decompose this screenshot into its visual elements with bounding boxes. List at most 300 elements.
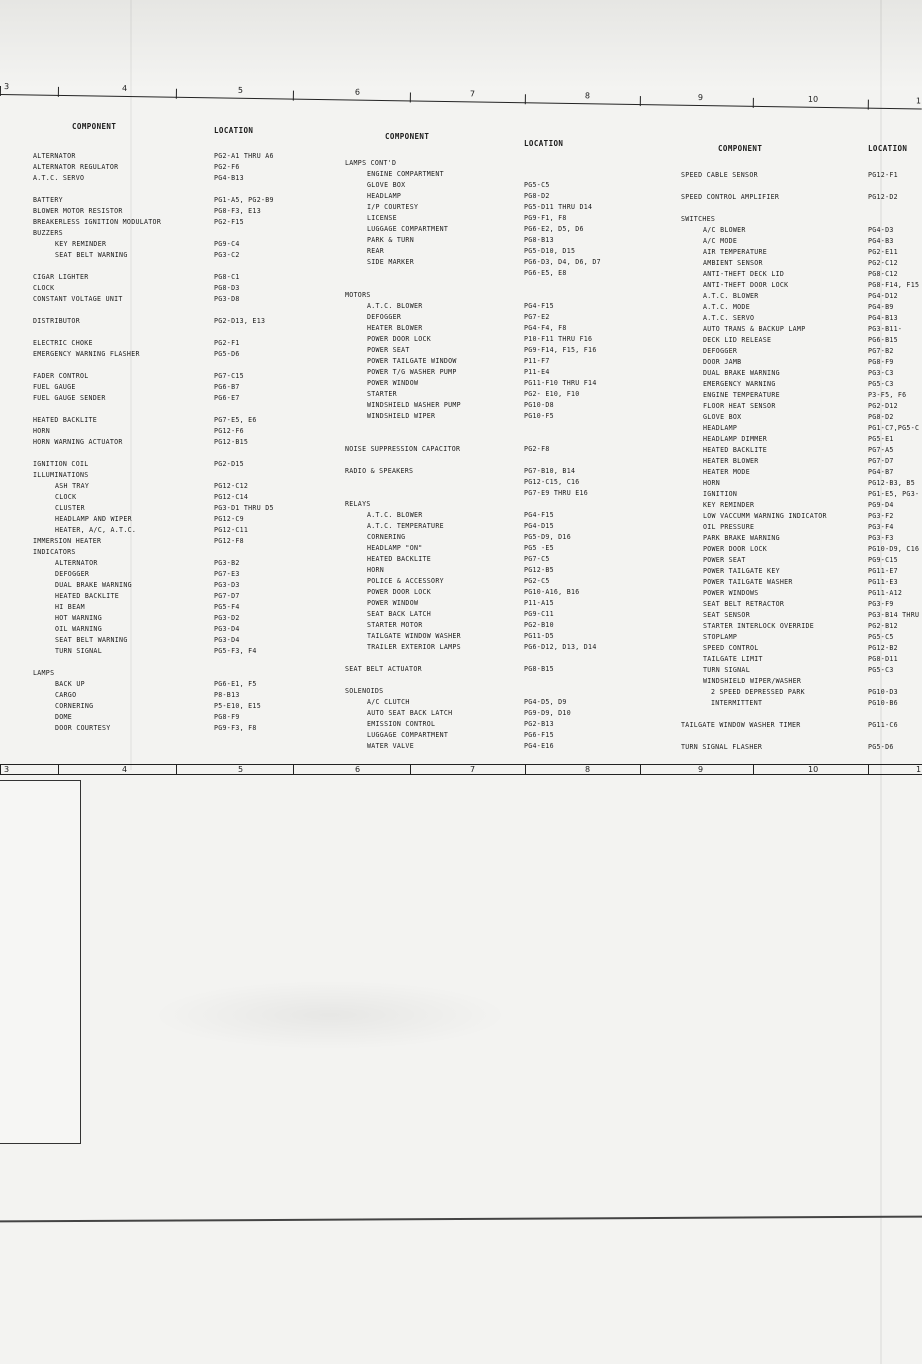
- col2-location-header: LOCATION: [524, 139, 564, 148]
- col2-component-25: [345, 433, 515, 444]
- col3-location-44: PG8-D11: [868, 655, 898, 663]
- col2-component-13: A.T.C. BLOWER: [367, 302, 423, 310]
- col1-location-42: PG3-D2: [214, 614, 240, 622]
- col3-location-16: PG7-B2: [868, 347, 894, 355]
- col1-location-30: PG12-C12: [214, 482, 249, 490]
- col3-location-43: PG12-B2: [868, 644, 898, 652]
- col3-location-38: PG11-A12: [868, 589, 903, 597]
- col2-location-25: [524, 433, 664, 444]
- col1-location-3: [214, 184, 324, 195]
- col3-component-23: HEADLAMP: [703, 424, 738, 432]
- col1-component-15: DISTRIBUTOR: [33, 317, 80, 325]
- col1-component-20: FADER CONTROL: [33, 372, 89, 380]
- col2-location-15: PG4-F4, F8: [524, 324, 567, 332]
- col1-component-23: [33, 404, 163, 415]
- col2-location-45: [524, 653, 664, 664]
- col3-component-29: IGNITION: [703, 490, 738, 498]
- col2-location-6: PG6-E2, D5, D6: [524, 225, 584, 233]
- col3-location-28: PG12-B3, B5: [868, 479, 915, 487]
- col3-location-29: PG1-E5, PG3-: [868, 490, 920, 498]
- col1-component-25: HORN: [33, 427, 51, 435]
- col2-component-2: GLOVE BOX: [367, 181, 406, 189]
- col3-location-33: PG3-F3: [868, 534, 894, 542]
- col3-component-40: SEAT SENSOR: [703, 611, 750, 619]
- col3-location-50: PG11-C6: [868, 721, 898, 729]
- col3-component-11: A.T.C. BLOWER: [703, 292, 759, 300]
- ruler_top-zone-5: 8: [584, 91, 591, 101]
- col2-component-20: POWER WINDOW: [367, 379, 419, 387]
- col1-component-5: BLOWER MOTOR RESISTOR: [33, 207, 123, 215]
- col2-component-18: POWER TAILGATE WINDOW: [367, 357, 457, 365]
- col1-location-22: PG6-E7: [214, 394, 240, 402]
- col3-component-32: OIL PRESSURE: [703, 523, 755, 531]
- col2-location-18: P11-F7: [524, 357, 550, 365]
- col2-location-36: PG7-C5: [524, 555, 550, 563]
- col1-location-40: PG7-D7: [214, 592, 240, 600]
- col3-location-10: PG8-F14, F15: [868, 281, 920, 289]
- col3-component-31: LOW VACCUMM WARNING INDICATOR: [703, 512, 827, 520]
- col1-location-6: PG2-F15: [214, 218, 244, 226]
- col2-component-10: [345, 268, 515, 279]
- col2-component-22: WINDSHIELD WASHER PUMP: [367, 401, 461, 409]
- col3-location-39: PG3-F9: [868, 600, 894, 608]
- col1-location-46: [214, 657, 324, 668]
- col3-component-35: POWER SEAT: [703, 556, 746, 564]
- col3-location-42: PG5-C5: [868, 633, 894, 641]
- col1-location-50: P5-E10, E15: [214, 702, 261, 710]
- col3-locations: [868, 170, 922, 753]
- col3-component-34: POWER DOOR LOCK: [703, 545, 768, 553]
- col2-location-39: PG10-A16, B16: [524, 588, 580, 596]
- col1-locations: [214, 151, 324, 734]
- col1-component-27: [33, 448, 163, 459]
- col3-component-47: 2 SPEED DEPRESSED PARK: [711, 688, 805, 696]
- col1-component-48: BACK UP: [55, 680, 85, 688]
- col2-location-5: PG9-F1, F8: [524, 214, 567, 222]
- col1-component-12: CLOCK: [33, 284, 55, 292]
- ruler_bottom-zone-2: 5: [238, 765, 244, 774]
- ruler_top-zone-4: 7: [469, 89, 476, 99]
- ruler_bottom-zone-8: 1: [916, 765, 922, 774]
- col3-component-33: PARK BRAKE WARNING: [703, 534, 780, 542]
- col3-location-0: PG12-F1: [868, 171, 898, 179]
- col2-location-0: [524, 158, 664, 169]
- col2-component-45: [345, 653, 515, 664]
- col3-component-12: A.T.C. MODE: [703, 303, 750, 311]
- col3-location-37: PG11-E3: [868, 578, 898, 586]
- col1-location-10: [214, 261, 324, 272]
- ruler_top-zone-0: 3: [3, 82, 10, 92]
- col2-location-52: PG6-F15: [524, 731, 554, 739]
- col2-location-34: PG5-D9, D16: [524, 533, 571, 541]
- col1-component-45: TURN SIGNAL: [55, 647, 102, 655]
- col3-component-9: ANTI-THEFT DECK LID: [703, 270, 785, 278]
- col2-component-42: STARTER MOTOR: [367, 621, 423, 629]
- col1-component-header: COMPONENT: [72, 122, 117, 131]
- bottom-ruler-line-upper: [0, 764, 922, 765]
- col1-component-8: KEY REMINDER: [55, 240, 107, 248]
- col3-location-23: PG1-C7,PG5-C: [868, 424, 920, 432]
- ruler_bottom-tick-3: [293, 764, 294, 775]
- col1-location-21: PG6-B7: [214, 383, 240, 391]
- ruler_top-tick-6: [640, 96, 641, 106]
- col1-location-header: LOCATION: [214, 126, 254, 135]
- col2-location-47: [524, 675, 664, 686]
- col2-component-27: [345, 455, 515, 466]
- col1-location-48: PG6-E1, F5: [214, 680, 257, 688]
- col3-component-44: TAILGATE LIMIT: [703, 655, 763, 663]
- col1-location-32: PG3-D1 THRU D5: [214, 504, 274, 512]
- col3-location-12: PG4-B9: [868, 303, 894, 311]
- col2-location-28: PG7-B10, B14: [524, 467, 576, 475]
- col2-location-27: [524, 455, 664, 466]
- col2-location-9: PG6-D3, D4, D6, D7: [524, 258, 601, 266]
- col2-location-37: PG12-B5: [524, 566, 554, 574]
- col3-location-11: PG4-D12: [868, 292, 898, 300]
- col3-component-3: [681, 203, 861, 214]
- col2-location-53: PG4-E16: [524, 742, 554, 750]
- col1-location-31: PG12-C14: [214, 493, 249, 501]
- col3-location-6: PG4-B3: [868, 237, 894, 245]
- col1-component-33: HEADLAMP AND WIPER: [55, 515, 132, 523]
- col3-location-9: PG8-C12: [868, 270, 898, 278]
- col2-component-37: HORN: [367, 566, 385, 574]
- col1-location-9: PG3-C2: [214, 251, 240, 259]
- sheet-top-shadow: [0, 0, 922, 90]
- col3-location-40: PG3-B14 THRU: [868, 611, 920, 619]
- col1-component-26: HORN WARNING ACTUATOR: [33, 438, 123, 446]
- ruler_bottom-zone-3: 6: [355, 765, 361, 774]
- col3-location-17: PG8-F9: [868, 358, 894, 366]
- col1-component-24: HEATED BACKLITE: [33, 416, 98, 424]
- col2-component-9: SIDE MARKER: [367, 258, 414, 266]
- col3-component-51: [681, 731, 861, 742]
- col1-component-34: HEATER, A/C, A.T.C.: [55, 526, 137, 534]
- col3-location-52: PG5-D6: [868, 743, 894, 751]
- col2-location-33: PG4-D15: [524, 522, 554, 530]
- col2-component-28: RADIO & SPEAKERS: [345, 467, 414, 475]
- col3-component-2: SPEED CONTROL AMPLIFIER: [681, 193, 780, 201]
- col1-location-34: PG12-C11: [214, 526, 249, 534]
- col2-location-10: PG6-E5, E8: [524, 269, 567, 277]
- col3-component-30: KEY REMINDER: [703, 501, 755, 509]
- col2-component-40: POWER WINDOW: [367, 599, 419, 607]
- col3-location-2: PG12-D2: [868, 193, 898, 201]
- col2-component-14: DEFOGGER: [367, 313, 402, 321]
- col2-location-43: PG11-D5: [524, 632, 554, 640]
- col3-location-7: PG2-E11: [868, 248, 898, 256]
- ruler_bottom-tick-2: [176, 764, 177, 775]
- col3-location-30: PG9-D4: [868, 501, 894, 509]
- ruler_bottom-tick-7: [753, 764, 754, 775]
- col1-location-15: PG2-D13, E13: [214, 317, 266, 325]
- col2-location-4: PG5-D11 THRU D14: [524, 203, 593, 211]
- col2-location-51: PG2-B13: [524, 720, 554, 728]
- col3-component-7: AIR TEMPERATURE: [703, 248, 768, 256]
- col2-component-19: POWER T/G WASHER PUMP: [367, 368, 457, 376]
- col1-location-17: PG2-F1: [214, 339, 240, 347]
- col1-component-7: BUZZERS: [33, 229, 63, 237]
- col1-location-35: PG12-F8: [214, 537, 244, 545]
- col1-location-14: [214, 305, 324, 316]
- col3-location-18: PG3-C3: [868, 369, 894, 377]
- col3-component-10: ANTI-THEFT DOOR LOCK: [703, 281, 789, 289]
- col1-component-16: [33, 327, 163, 338]
- ruler_bottom-tick-1: [58, 764, 59, 775]
- col2-location-32: PG4-F15: [524, 511, 554, 519]
- col1-location-12: PG8-D3: [214, 284, 240, 292]
- col2-component-17: POWER SEAT: [367, 346, 410, 354]
- col3-location-24: PG5-E1: [868, 435, 894, 443]
- ruler_bottom-zone-5: 8: [585, 765, 591, 774]
- col1-location-49: P8-B13: [214, 691, 240, 699]
- col2-component-5: LICENSE: [367, 214, 397, 222]
- col3-component-49: [681, 709, 861, 720]
- col1-component-17: ELECTRIC CHOKE: [33, 339, 93, 347]
- col3-component-4: SWITCHES: [681, 215, 716, 223]
- col3-location-5: PG4-D3: [868, 226, 894, 234]
- col3-location-header: LOCATION: [868, 144, 908, 153]
- col3-location-35: PG9-C15: [868, 556, 898, 564]
- col1-component-14: [33, 305, 163, 316]
- col2-component-36: HEATED BACKLITE: [367, 555, 432, 563]
- col1-location-44: PG3-D4: [214, 636, 240, 644]
- col1-components: [33, 151, 163, 734]
- ruler_top-zone-6: 9: [697, 92, 704, 103]
- col3-component-20: ENGINE TEMPERATURE: [703, 391, 780, 399]
- col2-component-51: EMISSION CONTROL: [367, 720, 436, 728]
- col2-location-7: PG8-B13: [524, 236, 554, 244]
- col3-component-5: A/C BLOWER: [703, 226, 746, 234]
- col2-component-41: SEAT BACK LATCH: [367, 610, 432, 618]
- col3-component-16: DEFOGGER: [703, 347, 738, 355]
- col2-component-8: REAR: [367, 247, 385, 255]
- col2-component-24: [345, 422, 515, 433]
- col1-location-23: [214, 404, 324, 415]
- col2-location-24: [524, 422, 664, 433]
- col1-location-43: PG3-D4: [214, 625, 240, 633]
- col1-component-47: LAMPS: [33, 669, 55, 677]
- col1-component-37: ALTERNATOR: [55, 559, 98, 567]
- col1-component-9: SEAT BELT WARNING: [55, 251, 128, 259]
- col2-location-40: P11-A15: [524, 599, 554, 607]
- col1-location-24: PG7-E5, E6: [214, 416, 257, 424]
- ruler_top-tick-5: [525, 94, 526, 104]
- col1-location-28: PG2-D15: [214, 460, 244, 468]
- col2-location-49: PG4-D5, D9: [524, 698, 567, 706]
- col1-location-8: PG9-C4: [214, 240, 240, 248]
- col2-component-26: NOISE SUPPRESSION CAPACITOR: [345, 445, 461, 453]
- col1-component-29: ILLUMINATIONS: [33, 471, 89, 479]
- col1-component-21: FUEL GAUGE: [33, 383, 76, 391]
- ruler_bottom-zone-4: 7: [470, 765, 476, 774]
- col1-location-41: PG5-F4: [214, 603, 240, 611]
- col3-location-31: PG3-F2: [868, 512, 894, 520]
- col1-location-51: PG8-F9: [214, 713, 240, 721]
- col3-location-41: PG2-B12: [868, 622, 898, 630]
- col2-location-12: [524, 290, 664, 301]
- ruler_top-zone-1: 4: [121, 83, 128, 93]
- col3-component-19: EMERGENCY WARNING: [703, 380, 776, 388]
- col3-component-17: DOOR JAMB: [703, 358, 742, 366]
- col3-location-13: PG4-B13: [868, 314, 898, 322]
- col3-component-42: STOPLAMP: [703, 633, 738, 641]
- col3-location-21: PG2-D12: [868, 402, 898, 410]
- col1-component-46: [33, 657, 163, 668]
- col1-component-22: FUEL GAUGE SENDER: [33, 394, 106, 402]
- ruler_bottom-zone-1: 4: [122, 765, 128, 774]
- col1-component-13: CONSTANT VOLTAGE UNIT: [33, 295, 123, 303]
- col2-location-1: [524, 169, 664, 180]
- col1-location-4: PG1-A5, PG2-B9: [214, 196, 274, 204]
- col2-location-48: [524, 686, 664, 697]
- col1-location-37: PG3-B2: [214, 559, 240, 567]
- col1-location-0: PG2-A1 THRU A6: [214, 152, 274, 160]
- col3-component-15: DECK LID RELEASE: [703, 336, 772, 344]
- col2-component-header: COMPONENT: [385, 132, 430, 141]
- col2-location-23: PG10-F5: [524, 412, 554, 420]
- col1-component-1: ALTERNATOR REGULATOR: [33, 163, 119, 171]
- col2-component-46: SEAT BELT ACTUATOR: [345, 665, 422, 673]
- col2-component-43: TAILGATE WINDOW WASHER: [367, 632, 461, 640]
- col3-component-37: POWER TAILGATE WASHER: [703, 578, 793, 586]
- col2-component-11: [345, 279, 515, 290]
- col3-component-18: DUAL BRAKE WARNING: [703, 369, 780, 377]
- col2-location-41: PG9-C11: [524, 610, 554, 618]
- col2-component-50: AUTO SEAT BACK LATCH: [367, 709, 453, 717]
- col3-location-34: PG10-D9, C16: [868, 545, 920, 553]
- col1-component-52: DOOR COURTESY: [55, 724, 111, 732]
- ruler_bottom-tick-6: [640, 764, 641, 775]
- col3-component-43: SPEED CONTROL: [703, 644, 759, 652]
- col1-component-28: IGNITION COIL: [33, 460, 89, 468]
- col3-component-24: HEADLAMP DIMMER: [703, 435, 768, 443]
- ruler_top-tick-3: [293, 91, 294, 101]
- col2-component-52: LUGGAGE COMPARTMENT: [367, 731, 449, 739]
- ruler_top-zone-3: 6: [354, 87, 361, 97]
- col1-component-50: CORNERING: [55, 702, 94, 710]
- col1-component-44: SEAT BELT WARNING: [55, 636, 128, 644]
- ruler_bottom-tick-8: [868, 764, 869, 775]
- bottom-ruler: [0, 762, 922, 778]
- col3-location-4: [868, 214, 922, 225]
- col3-component-26: HEATER BLOWER: [703, 457, 759, 465]
- col1-component-2: A.T.C. SERVO: [33, 174, 85, 182]
- col1-location-33: PG12-C9: [214, 515, 244, 523]
- col2-component-53: WATER VALVE: [367, 742, 414, 750]
- col1-location-1: PG2-F6: [214, 163, 240, 171]
- col1-location-39: PG3-D3: [214, 581, 240, 589]
- col1-location-52: PG9-F3, F8: [214, 724, 257, 732]
- col3-location-22: PG8-D2: [868, 413, 894, 421]
- col2-location-30: PG7-E9 THRU E16: [524, 489, 589, 497]
- col1-component-11: CIGAR LIGHTER: [33, 273, 89, 281]
- col2-component-48: SOLENOIDS: [345, 687, 384, 695]
- col2-component-34: CORNERING: [367, 533, 406, 541]
- col1-location-27: [214, 448, 324, 459]
- col2-component-3: HEADLAMP: [367, 192, 402, 200]
- fold-edge-line: [0, 1216, 922, 1223]
- col2-component-1: ENGINE COMPARTMENT: [367, 170, 444, 178]
- col1-component-19: [33, 360, 163, 371]
- col1-location-13: PG3-D8: [214, 295, 240, 303]
- col2-location-22: PG10-D8: [524, 401, 554, 409]
- col3-component-36: POWER TAILGATE KEY: [703, 567, 780, 575]
- col2-location-8: PG5-D10, D15: [524, 247, 576, 255]
- col3-location-8: PG2-C12: [868, 259, 898, 267]
- col2-component-23: WINDSHIELD WIPER: [367, 412, 436, 420]
- col3-component-52: TURN SIGNAL FLASHER: [681, 743, 763, 751]
- col3-component-14: AUTO TRANS & BACKUP LAMP: [703, 325, 806, 333]
- col2-location-14: PG7-E2: [524, 313, 550, 321]
- col1-component-10: [33, 261, 163, 272]
- ruler_bottom-tick-4: [410, 764, 411, 775]
- ruler_top-zone-8: 1: [915, 96, 922, 106]
- col2-component-44: TRAILER EXTERIOR LAMPS: [367, 643, 461, 651]
- col1-location-20: PG7-C15: [214, 372, 244, 380]
- col2-component-4: I/P COURTESY: [367, 203, 419, 211]
- col1-location-45: PG5-F3, F4: [214, 647, 257, 655]
- col1-location-26: PG12-B15: [214, 438, 249, 446]
- col2-component-29: [345, 477, 515, 488]
- ruler_top-tick-8: [868, 100, 869, 110]
- col3-component-38: POWER WINDOWS: [703, 589, 759, 597]
- col1-location-18: PG5-D6: [214, 350, 240, 358]
- col3-location-19: PG5-C3: [868, 380, 894, 388]
- col2-component-21: STARTER: [367, 390, 397, 398]
- col2-component-32: A.T.C. BLOWER: [367, 511, 423, 519]
- col2-component-0: LAMPS CONT'D: [345, 159, 397, 167]
- col2-location-19: P11-E4: [524, 368, 550, 376]
- col2-component-6: LUGGAGE COMPARTMENT: [367, 225, 449, 233]
- col3-component-39: SEAT BELT RETRACTOR: [703, 600, 785, 608]
- col1-component-30: ASH TRAY: [55, 482, 90, 490]
- col3-location-3: [868, 203, 922, 214]
- col2-location-29: PG12-C15, C16: [524, 478, 580, 486]
- ruler_bottom-zone-7: 10: [808, 765, 819, 774]
- col1-component-42: HOT WARNING: [55, 614, 102, 622]
- col2-location-2: PG5-C5: [524, 181, 550, 189]
- col2-component-47: [345, 675, 515, 686]
- col3-location-48: PG10-B6: [868, 699, 898, 707]
- col2-location-50: PG9-D9, D10: [524, 709, 571, 717]
- col3-location-20: P3-F5, F6: [868, 391, 907, 399]
- col1-component-6: BREAKERLESS IGNITION MODULATOR: [33, 218, 162, 226]
- col3-location-46: [868, 676, 922, 687]
- col2-component-49: A/C CLUTCH: [367, 698, 410, 706]
- col1-location-11: PG8-C1: [214, 273, 240, 281]
- empty-panel-box: [0, 780, 81, 1144]
- ruler_bottom-zone-6: 9: [698, 765, 704, 774]
- col3-component-41: STARTER INTERLOCK OVERRIDE: [703, 622, 815, 630]
- col2-location-16: P10-F11 THRU F16: [524, 335, 593, 343]
- ruler_bottom-tick-0: [0, 764, 1, 775]
- col3-component-header: COMPONENT: [718, 144, 763, 153]
- col3-component-25: HEATED BACKLITE: [703, 446, 768, 454]
- col2-location-3: PG8-D2: [524, 192, 550, 200]
- col1-location-29: [214, 470, 324, 481]
- col1-location-5: PG8-F3, E13: [214, 207, 261, 215]
- col1-component-40: HEATED BACKLITE: [55, 592, 120, 600]
- col2-component-38: POLICE & ACCESSORY: [367, 577, 444, 585]
- col3-location-36: PG11-E7: [868, 567, 898, 575]
- col3-component-28: HORN: [703, 479, 721, 487]
- ruler_bottom-zone-0: 3: [4, 765, 10, 774]
- ruler_top-tick-1: [58, 87, 59, 97]
- col2-component-35: HEADLAMP "ON": [367, 544, 423, 552]
- col1-location-38: PG7-E3: [214, 570, 240, 578]
- col2-component-39: POWER DOOR LOCK: [367, 588, 432, 596]
